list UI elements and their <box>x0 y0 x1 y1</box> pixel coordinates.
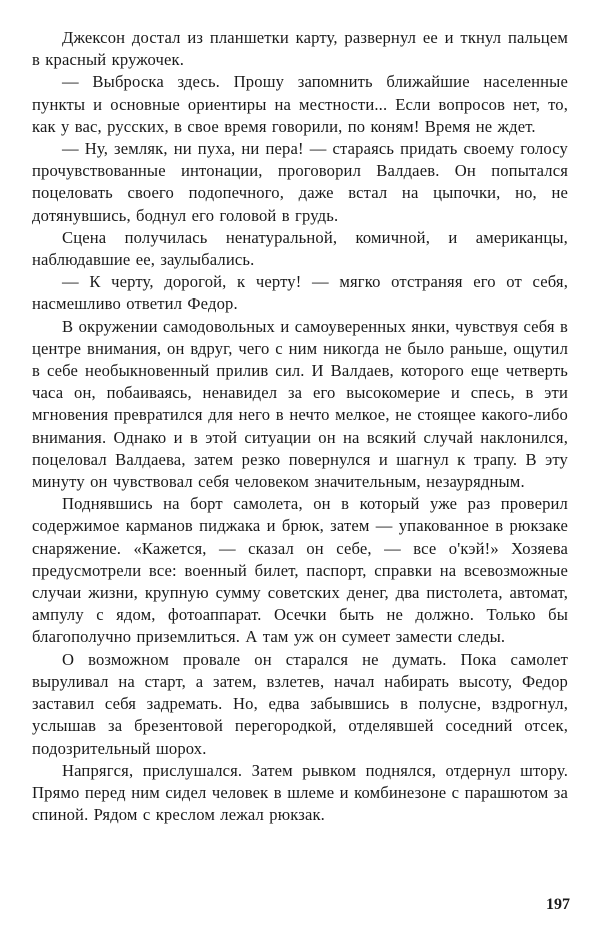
paragraph-6: В окружении самодовольных и самоуверенных янки, чувствуя себя в центре внимания, он вдруг, чего с ним никогда не было раньше, ощутил в себе необыкновенный прилив сил. И Валдаев, которого еще четверть часа он, побаиваясь, ненавидел за его высокомерие и спесь, в эти мгновения превратился для него в нечто мелкое, не стоящее какого-либо внимания. Однако и в этой ситуации он на всякий случай наклонился, поцеловал Валдаева, затем резко повернулся и шагнул к трапу. В эту минуту он чувствовал себя человеком значительным, незаурядным. <box>32 316 568 492</box>
paragraph-4: Сцена получилась ненатуральной, комичной, и американцы, наблюдавшие ее, заулыбались. <box>32 227 568 270</box>
paragraph-9: Напрягся, прислушался. Затем рывком поднялся, отдернул штору. Прямо перед ним сидел человек в шлеме и комбинезоне с парашютом за спиной. Рядом с креслом лежал рюкзак. <box>32 760 568 825</box>
paragraph-5: — К черту, дорогой, к черту! — мягко отстраняя его от себя, насмешливо ответил Федор. <box>32 272 568 314</box>
page-number: 197 <box>546 896 570 913</box>
book-page-text <box>32 27 568 826</box>
paragraph-2: — Выброска здесь. Прошу запомнить ближайшие населенные пункты и основные ориентиры на местности... Если вопросов нет, то, как у вас, русских, в свое время говорили, по коням! Время не ждет. <box>32 72 568 136</box>
paragraph-3: — Ну, земляк, ни пуха, ни пера! — стараясь придать своему голосу прочувствованные интонации, проговорил Валдаев. Он попытался поцеловать своего подопечного, даже встал на цыпочки, но, не дотянувшись, боднул его головой в грудь. <box>32 139 568 225</box>
paragraph-8: О возможном провале он старался не думать. Пока самолет выруливал на старт, а затем, взлетев, начал набирать высоту, Федор заставил себя задремать. Но, едва забывшись в полусне, вздрогнул, услышав за брезентовой перегородкой, отделявшей соседний отсек, подозрительный шорох. <box>32 649 568 758</box>
paragraph-1: Джексон достал из планшетки карту, развернул ее и ткнул пальцем в красный кружочек. <box>32 28 568 70</box>
paragraph-7: Поднявшись на борт самолета, он в который уже раз проверил содержимое карманов пиджака и брюк, затем — упакованное в рюкзаке снаряжение. «Кажется, — сказал он себе, — все о'кэй!» Хозяева предусмотрели все: военный билет, паспорт, справки на всевозможные случаи жизни, крупную сумму советских денег, два пистолета, автомат, ампулу с ядом, фотоаппарат. Осечки быть не должно. Только бы благополучно приземлиться. А там уж он сумеет замести следы. <box>32 494 568 647</box>
